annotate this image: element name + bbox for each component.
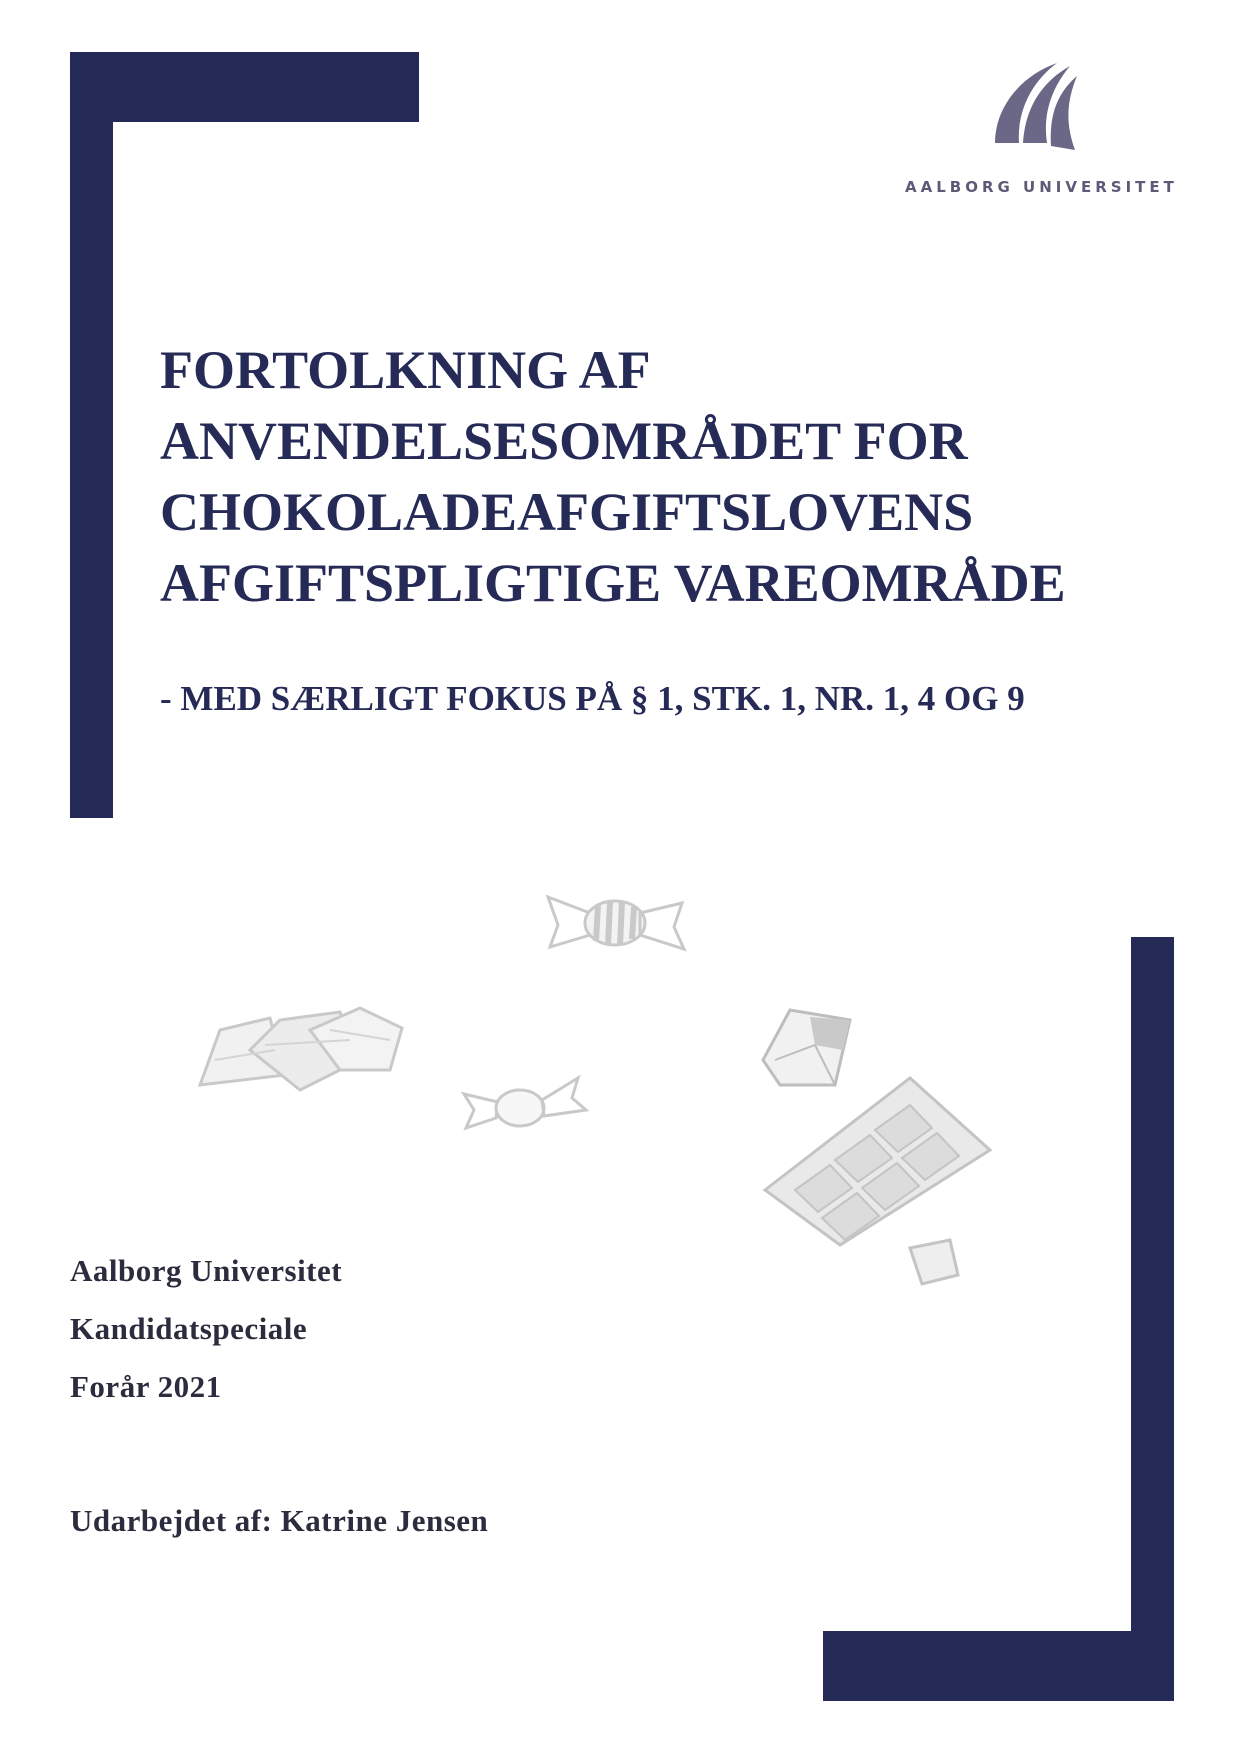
thesis-type: Kandidatspeciale	[70, 1311, 308, 1346]
chocolate-pieces-icon	[190, 1000, 410, 1100]
title-line: CHOKOLADEAFGIFTSLOVENS	[160, 482, 974, 542]
frame-right-bar	[1131, 937, 1174, 1701]
title-line: AFGIFTSPLIGTIGE VAREOMRÅDE	[160, 553, 1066, 613]
title-line: FORTOLKNING AF	[160, 340, 651, 400]
semester: Forår 2021	[70, 1369, 222, 1404]
author: Udarbejdet af: Katrine Jensen	[70, 1503, 489, 1538]
university-logo-text: AALBORG UNIVERSITET	[905, 178, 1178, 196]
frame-bottom-bar	[823, 1631, 1174, 1701]
university-logo	[905, 58, 1178, 208]
frame-left-bar	[70, 52, 113, 818]
title-line: ANVENDELSESOMRÅDET FOR	[160, 411, 968, 471]
wrapped-candy-icon	[460, 1070, 590, 1135]
striped-candy-icon	[540, 885, 690, 960]
chocolate-bar-icon	[760, 1070, 1000, 1300]
page-title	[160, 335, 1160, 619]
frame-top-bar	[70, 52, 419, 122]
university-name: Aalborg Universitet	[70, 1253, 343, 1288]
page-subtitle: - MED SÆRLIGT FOKUS PÅ § 1, STK. 1, NR. 1, 4 OG 9	[160, 679, 1025, 718]
aau-wave-icon	[985, 58, 1085, 158]
